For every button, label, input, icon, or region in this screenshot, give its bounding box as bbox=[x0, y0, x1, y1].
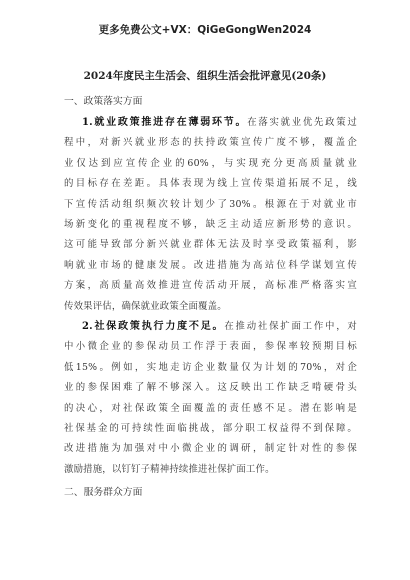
paragraph-line: 业仅达到应宣传企业的60%，与实现充分更高质量就业 bbox=[64, 157, 357, 169]
paragraph-line: 响就业市场的健康发展。改进措施为高站位科学谋划宣传 bbox=[64, 259, 357, 271]
paragraph-line: 低15%。例如，实地走访企业数量仅为计划的70%，对企 bbox=[64, 361, 357, 373]
item-lead: 2.社保政策执行力度不足。 bbox=[82, 321, 225, 332]
paragraph-line: 2.社保政策执行力度不足。在推动社保扩面工作中，对 bbox=[82, 321, 357, 332]
paragraph-line: 的决心，对社保政策全面覆盖的责任感不足。潜在影响是 bbox=[64, 402, 357, 414]
paragraph-line: 场新变化的重视程度不够，缺乏主动适应新形势的意识。 bbox=[64, 219, 357, 231]
watermark-header: 更多免费公文+VX：QiGeGongWen2024 bbox=[98, 24, 312, 36]
paragraph-line: 激励措施，以钉钉子精神持续推进社保扩面工作。 bbox=[64, 463, 275, 475]
paragraph-line: 的目标存在差距。具体表现为线上宣传渠道拓展不足，线 bbox=[64, 178, 357, 190]
paragraph-line: 下宣传活动组织频次较计划少了30%。根源在于对就业市 bbox=[64, 198, 357, 210]
paragraph-line: 业的参保困难了解不够深入。这反映出工作缺乏啃硬骨头 bbox=[64, 382, 357, 394]
document-title: 2024年度民主生活会、组织生活会批评意见(20条) bbox=[83, 70, 327, 82]
section-heading-policy: 一、政策落实方面 bbox=[64, 96, 143, 107]
paragraph-line: 这可能导致部分新兴就业群体无法及时享受政策福利，影 bbox=[64, 239, 357, 251]
item-lead: 1.就业政策推进存在薄弱环节。 bbox=[82, 117, 248, 128]
paragraph-line: 程中，对新兴就业形态的扶持政策宣传广度不够，覆盖企 bbox=[64, 137, 357, 149]
paragraph-line: 方案，高质量高效推进宣传活动开展，高标准严格落实宣 bbox=[64, 280, 357, 292]
paragraph-line: 社保基金的可持续性面临挑战，部分职工权益得不到保障。 bbox=[64, 423, 357, 435]
paragraph-item-2 bbox=[64, 317, 357, 480]
paragraph-line: 传效果评估，确保就业政策全面覆盖。 bbox=[64, 300, 227, 312]
paragraph-line: 中小微企业的参保动员工作浮于表面，参保率较预期目标 bbox=[64, 341, 357, 353]
section-heading-service: 二、服务群众方面 bbox=[64, 487, 143, 498]
paragraph-item-1 bbox=[64, 113, 357, 317]
paragraph-line: 改进措施为加强对中小微企业的调研，制定针对性的参保 bbox=[64, 443, 357, 455]
paragraph-line: 1.就业政策推进存在薄弱环节。在落实就业优先政策过 bbox=[82, 117, 357, 128]
